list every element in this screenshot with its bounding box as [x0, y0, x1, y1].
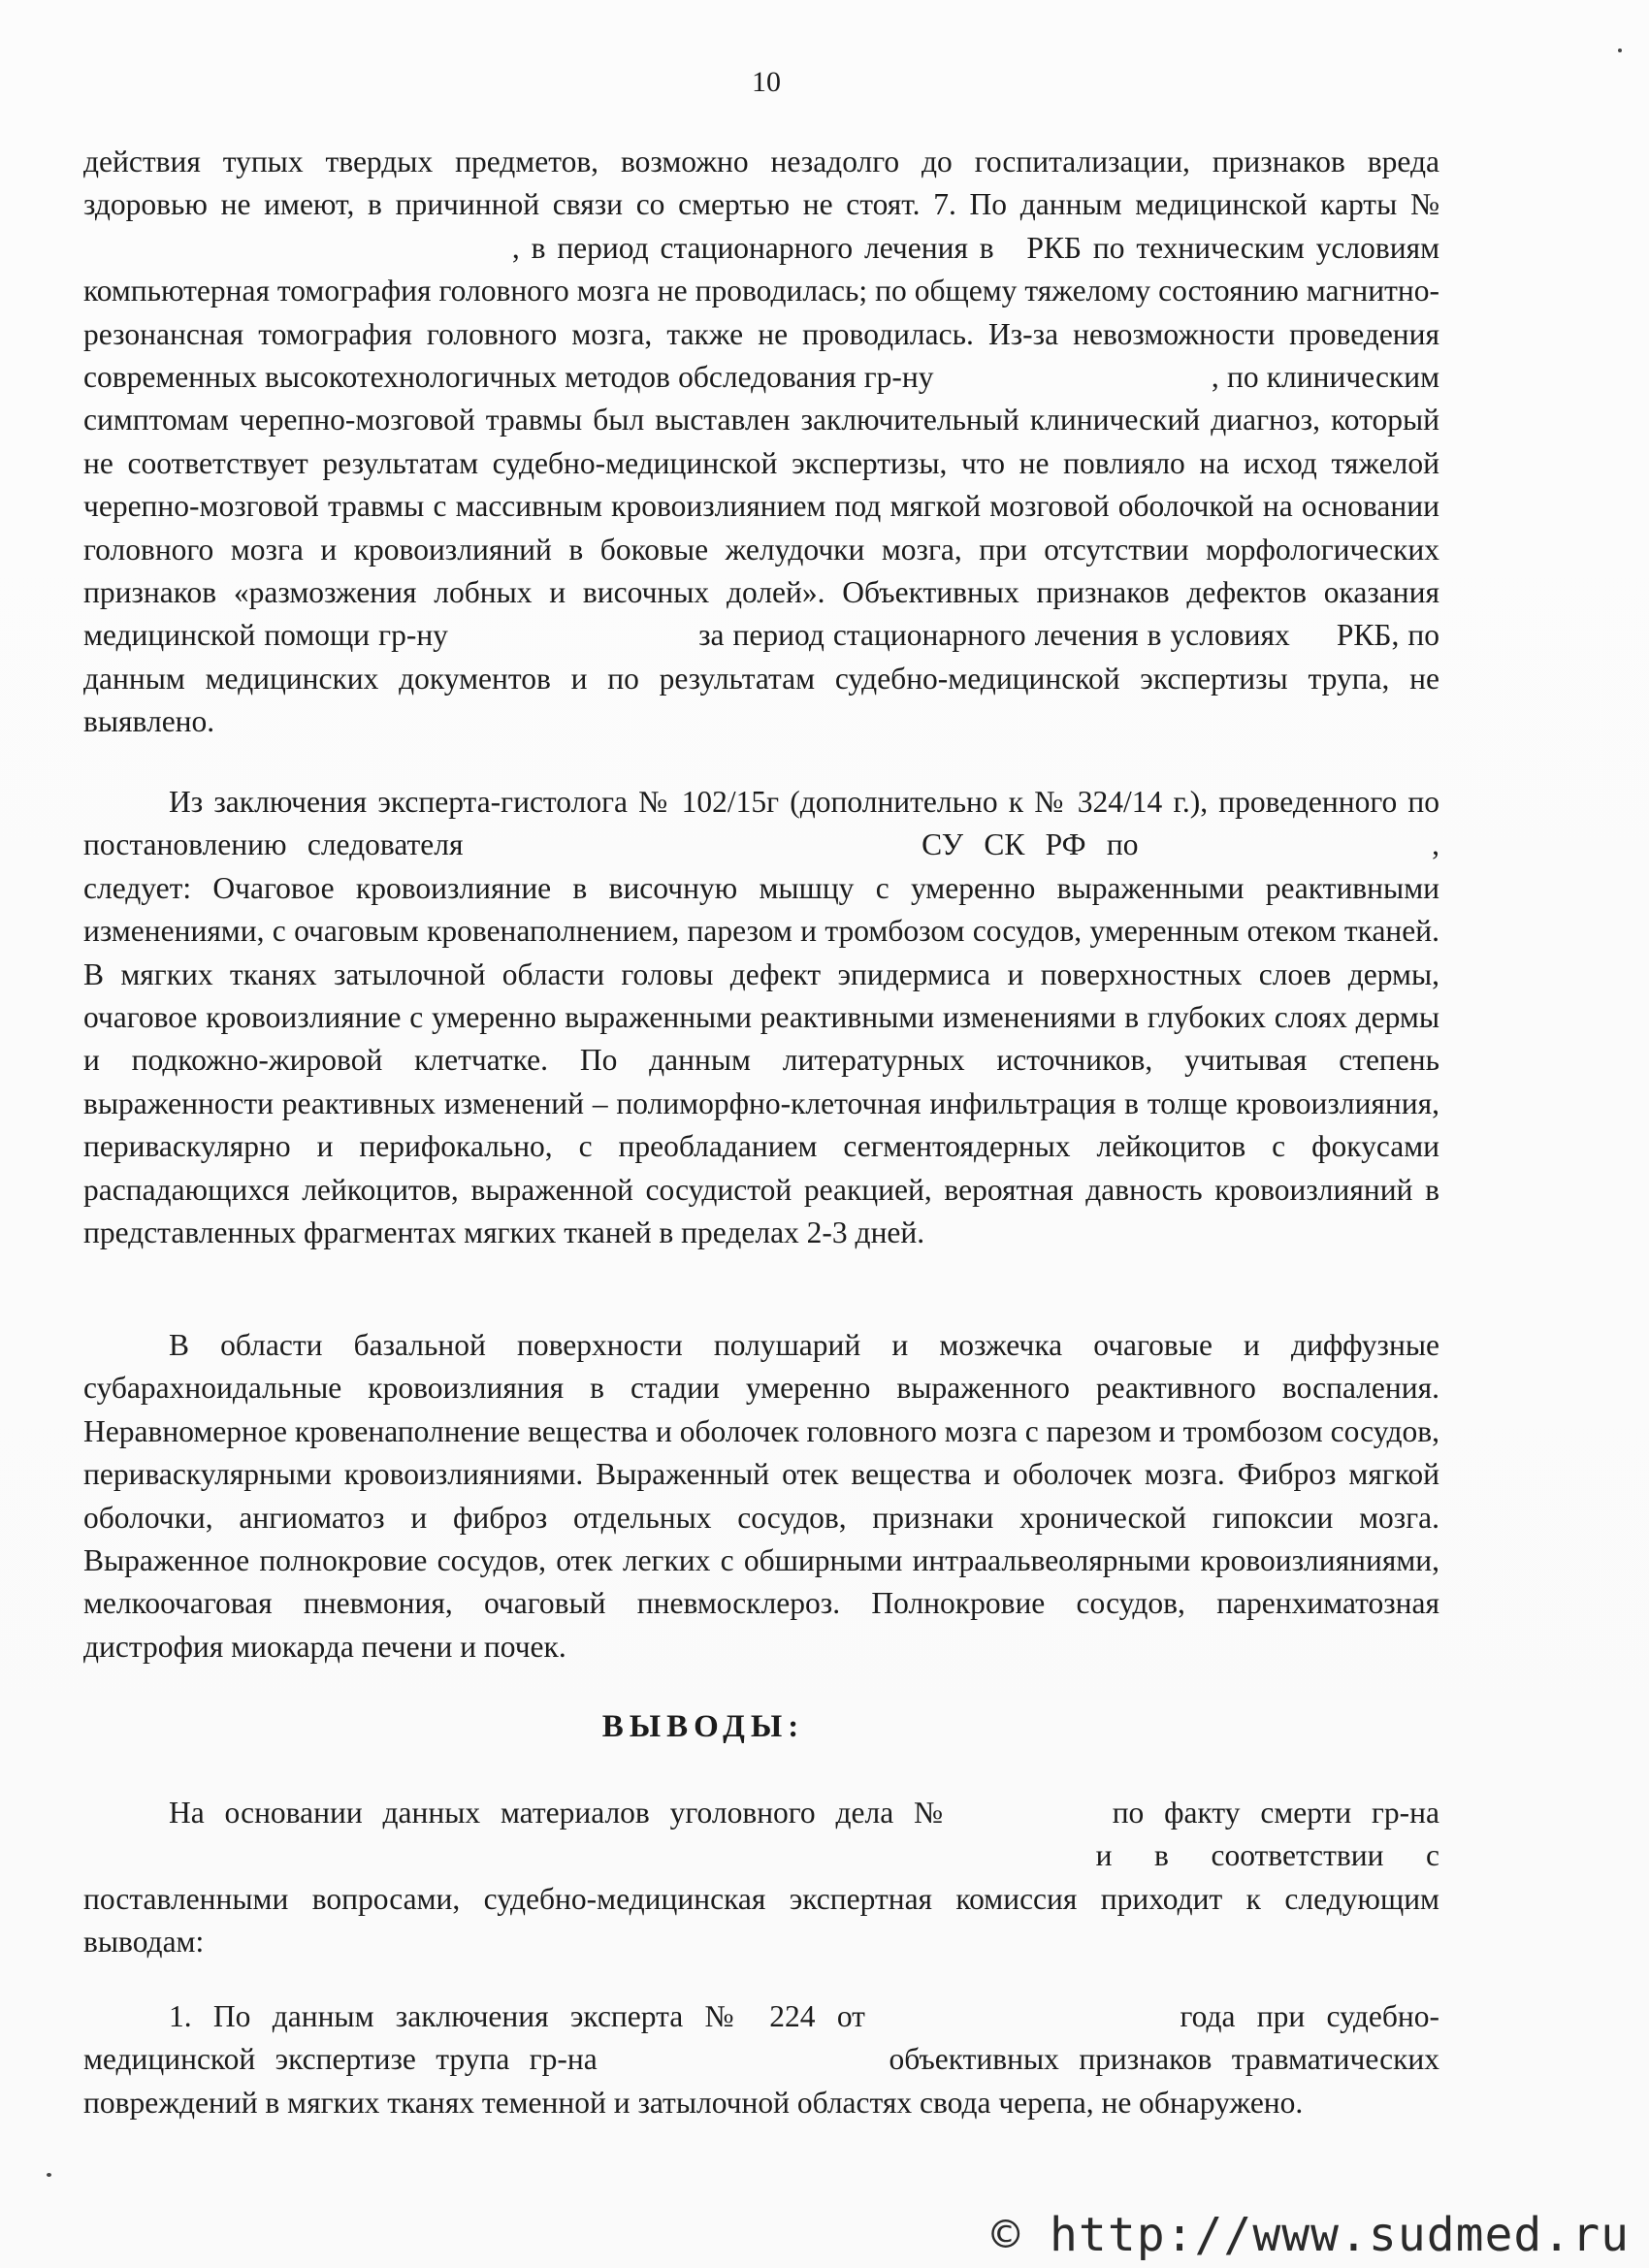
paragraph-1-text-d: , по клиническим симптомам черепно-мозговой травмы был выставлен заключительный клинический диагноз, который не соответствует результатам судебно-медицинской экспертизы, что не повлияло на исход тяжелой черепно-мозговой травмы с массивным кровоизлиянием под мягкой мозговой оболочкой на основании головного мозга и кровоизлияний в боковые желудочки мозга, при отсутствии морфологических признаков «размозжения лобных и височных долей». Объективных признаков дефектов оказания медицинской помощи гр-ну — [83, 360, 1440, 653]
paragraph-1 — [83, 141, 1439, 744]
paragraph-4-text-c: и в соответствии с поставленными вопросами, судебно-медицинская экспертная комиссия приходит к следующим выводам: — [83, 1838, 1439, 1960]
paragraph-2-text-b: СУ СК РФ по — [922, 827, 1139, 862]
paragraph-2 — [83, 781, 1439, 1254]
paragraph-2-text-a: Из заключения эксперта-гистолога № 102/15г (дополнительно к № 324/14 г.), проведенного по постановлению следователя — [83, 785, 1439, 862]
paragraph-4 — [83, 1792, 1439, 1964]
scan-speck — [47, 2173, 51, 2177]
paragraph-3 — [83, 1324, 1439, 1669]
conclusions-heading: ВЫВОДЫ: — [601, 1709, 805, 1744]
paragraph-3-text: В области базальной поверхности полушарий и мозжечка очаговые и диффузные субарахноидальные кровоизлияния в стадии умеренно выраженного реактивного воспаления. Неравномерное кровенаполнение вещества и оболочек головного мозга с парезом и тромбозом сосудов, периваскулярными кровоизлияниями. Выраженный отек вещества и оболочек мозга. Фиброз мягкой оболочки, ангиоматоз и фиброз отдельных сосудов, признаки хронической гипоксии мозга. Выраженное полнокровие сосудов, отек легких с обширными интраальвеолярными кровоизлияниями, мелкоочаговая пневмония, очаговый пневмосклероз. Полнокровие сосудов, паренхиматозная дистрофия миокарда печени и почек. — [83, 1328, 1439, 1664]
paragraph-5-text-c: объективных признаков травматических повреждений в мягких тканях теменной и затылочной областях свода черепа, не обнаружено. — [83, 2042, 1440, 2120]
paragraph-5 — [83, 1995, 1439, 2124]
paragraph-1-text-c: РКБ по техническим условиям компьютерная томография головного мозга не проводилась; по общему тяжелому состоянию магнитно-резонансная томография головного мозга, также не проводилась. Из-за невозможности проведения современных высокотехнологичных методов обследования гр-ну — [83, 230, 1440, 395]
page-number: 10 — [752, 66, 781, 98]
paragraph-1-text-a: действия тупых твердых предметов, возможно незадолго до госпитализации, признаков вреда здоровью не имеют, в причинной связи со смертью не стоят. 7. По данным медицинской карты № — [83, 145, 1439, 222]
paragraph-1-text-b: , в период стационарного лечения в — [511, 230, 994, 265]
paragraph-1-text-e: за период стационарного лечения в условиях — [698, 618, 1290, 653]
paragraph-4-text-a: На основании данных материалов уголовного дела № — [169, 1796, 956, 1830]
paragraph-5-text-b: года при судебно-медицинской экспертизе трупа гр-на — [83, 1999, 1440, 2077]
paragraph-4-text-b: по факту смерти гр-на — [1112, 1796, 1440, 1830]
scan-speck — [1618, 49, 1622, 52]
paragraph-2-text-c: , следует: Очаговое кровоизлияние в височную мышцу с умеренно выраженными реактивными изменениями, с очаговым кровенаполнением, парезом и тромбозом сосудов, умеренным отеком тканей. В мягких тканях затылочной области головы дефект эпидермиса и поверхностных слоев дермы, очаговое кровоизлияние с умеренно выраженными реактивными изменениями в глубоких слоях дермы и подкожно-жировой клетчатке. По данным литературных источников, учитывая степень выраженности реактивных изменений – полиморфно-клеточная инфильтрация в толще кровоизлияния, периваскулярно и перифокально, с преобладанием сегментоядерных лейкоцитов с фокусами распадающихся лейкоцитов, выраженной сосудистой реакцией, вероятная давность кровоизлияний в представленных фрагментах мягких тканей в пределах 2-3 дней. — [83, 827, 1440, 1250]
paragraph-1-text-f: РКБ, по данным медицинских документов и по результатам судебно-медицинской экспертизы трупа, не выявлено. — [83, 618, 1440, 739]
site-watermark: © http://www.sudmed.ru — [991, 2208, 1630, 2262]
paragraph-5-text-a: 1. По данным заключения эксперта № 224 от — [169, 1999, 865, 2033]
